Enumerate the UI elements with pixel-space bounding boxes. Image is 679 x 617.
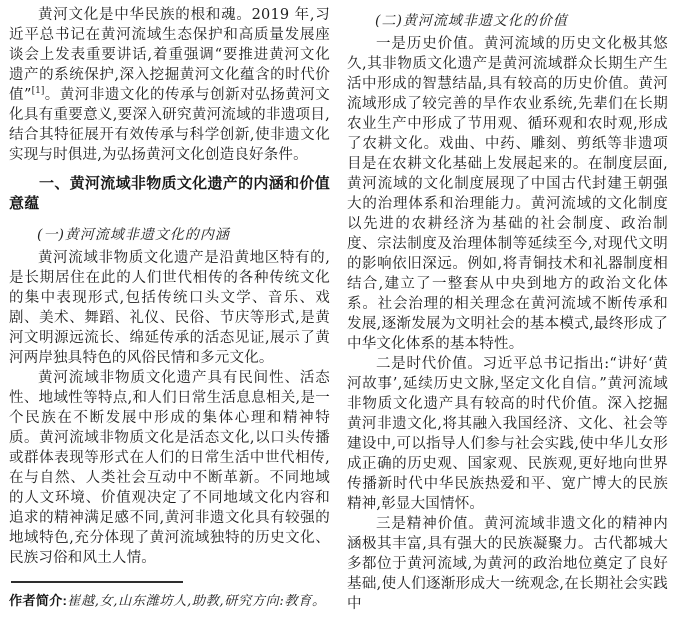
characteristics-paragraph: 黄河流域非物质文化遗产具有民间性、活态性、地域性等特点,和人们日常生活息息相关,是一个民族在不断发展中形成的集体心理和精神特质。黄河流域非物质文化是活态文化,以口头传播或群体表现等形式在人们的日常生活中世代相传,在与自然、人类社会互动中不断革新。不同地域的人文环境、价值观决定了不同地域文化内容和追求的精神满足感不同,黄河非遗文化具有较强的地域特色,充分体现了黄河流域独特的历史文化、民族习俗和风土人情。 (9, 370, 330, 566)
history-value-paragraph: 一是历史价值。黄河流域的历史文化极其悠久,其非物质文化遗产是黄河流域群众长期生产生活中形成的智慧结晶,具有较高的历史价值。黄河流域形成了较完善的旱作农业系统,先辈们在长期农业生产中形成了节用观、循环观和农时观,形成了农耕文化。戏曲、中药、雕刻、剪纸等非遗项目是在农耕文化基础上发展起来的。在制度层面,黄河流域的文化制度展现了中国古代封建王朝强大的治理体系和治理能力。黄河流域的文化制度以先进的农耕经济为基础的社会制度、政治制度、宗法制度及治理体制等延续至今,对现代文明的影响依旧深远。例如,将青铜技术和礼器制度相结合,建立了一整套从中央到地方的政治文化体系。社会治理的相关理念在黄河流域不断传承和发展,逐渐发展为文明社会的基本模式,最终形成了中华文化体系的基本特性。 (347, 36, 668, 352)
footnote-rule (11, 581, 183, 583)
citation-ref-1: [1] (31, 86, 45, 97)
intro-text: 黄河文化是中华民族的根和魂。2019 年,习近平总书记在黄河流域生态保护和高质量发展座谈会上发表重要讲话,着重强调“要推进黄河文化遗产的系统保护,深入挖掘黄河文化蕴含的时代价值” (9, 7, 330, 103)
intro-paragraph (9, 5, 330, 165)
author-bio-text: 崔越,女,山东潍坊人,助教,研究方向:教育。 (67, 594, 326, 609)
author-bio (9, 592, 330, 611)
era-value-paragraph: 二是时代价值。习近平总书记指出:“讲好‘黄河故事’,延续历史文脉,坚定文化自信。”黄河流域非物质文化遗产具有较高的时代价值。深入挖掘黄河非遗文化,将其融入我国经济、文化、社会等建设中,可以指导人们参与社会实践,使中华儿女形成正确的历史观、国家观、民族观,更好地向世界传播新时代中华民族热爱和平、宽广博大的民族精神,彰显大国情怀。 (347, 356, 668, 512)
right-column (347, 5, 668, 611)
subsection-heading-1: (一)黄河流域非遗文化的内涵 (37, 227, 230, 243)
intro-text-continued: 。黄河非遗文化的传承与创新对弘扬黄河文化具有重要意义,要深入研究黄河流域的非遗项目,结合其特征展开有效传承与科学创新,使非遗文化实现与时俱进,为弘扬黄河文化创造良好条件。 (9, 87, 330, 163)
footnote (9, 575, 330, 611)
left-column (9, 5, 330, 611)
definition-paragraph: 黄河流域非物质文化遗产是沿黄地区特有的,是长期居住在此的人们世代相传的各种传统文化的集中表现形式,包括传统口头文学、音乐、戏剧、美术、舞蹈、礼仪、民俗、节庆等形式,是黄河文明源远流长、绵延传承的活态见证,展示了黄河两岸独具特色的风俗民情和多元文化。 (9, 250, 330, 366)
author-bio-label: 作者简介: (9, 593, 68, 608)
spirit-value-paragraph: 三是精神价值。黄河流域非遗文化的精神内涵极其丰富,具有强大的民族凝聚力。古代都城大多都位于黄河流域,为黄河的政治地位奠定了良好基础,使人们逐渐形成大一统观念,在长期社会实践中 (347, 516, 668, 612)
section-heading: 一、黄河流域非物质文化遗产的内涵和价值意蕴 (9, 175, 330, 212)
subsection-heading-2: (二)黄河流域非遗文化的价值 (375, 13, 568, 29)
